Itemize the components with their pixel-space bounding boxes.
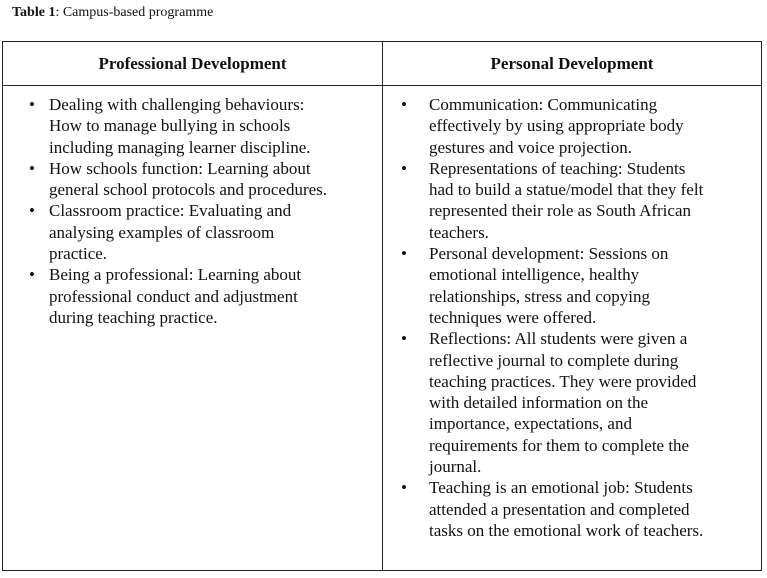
- bullet-icon: •: [401, 158, 407, 178]
- list-item-line: attended a presentation and completed: [429, 499, 690, 519]
- list-item: [29, 264, 327, 328]
- list-item-line: gestures and voice projection.: [429, 137, 632, 157]
- bullet-icon: •: [29, 95, 35, 114]
- list-item-line: tasks on the emotional work of teachers.: [429, 520, 704, 540]
- list-item-line: had to build a statue/model that they felt: [429, 180, 704, 200]
- list-item-line: techniques were offered.: [429, 307, 597, 327]
- bullet-icon: •: [401, 95, 407, 114]
- header-professional-development: Professional Development: [98, 54, 287, 73]
- bullet-icon: •: [401, 478, 407, 498]
- list-item-line: with detailed information on the: [429, 393, 649, 413]
- list-item: [401, 158, 704, 243]
- list-item: [29, 200, 327, 264]
- list-item-line: teaching practices. They were provided: [429, 371, 697, 391]
- list-item: [401, 328, 703, 477]
- header-divider: [3, 85, 761, 86]
- list-item-line: Representations of teaching: Students: [429, 158, 686, 178]
- caption-label: Table 1: [12, 5, 56, 20]
- list-item-line: professional conduct and adjustment: [49, 286, 298, 306]
- bullet-icon: •: [29, 201, 35, 221]
- list-item-line: Teaching is an emotional job: Students: [429, 478, 693, 498]
- campus-programme-table: [2, 41, 762, 571]
- list-item-line: How schools function: Learning about: [49, 158, 311, 178]
- list-item-line: Classroom practice: Evaluating and: [49, 201, 292, 221]
- list-item-line: relationships, stress and copying: [429, 286, 650, 306]
- list-item: [29, 94, 327, 158]
- list-item-line: requirements for them to complete the: [429, 435, 690, 455]
- list-item-line: reflective journal to complete during: [429, 350, 679, 370]
- column-divider: [382, 42, 383, 570]
- list-item-line: Dealing with challenging behaviours:: [49, 95, 305, 114]
- table-caption: [12, 5, 213, 21]
- header-personal-development: Personal Development: [490, 54, 654, 73]
- list-item-line: importance, expectations, and: [429, 414, 632, 434]
- personal-development-list: [401, 94, 704, 541]
- bullet-icon: •: [401, 329, 407, 349]
- caption-text: : Campus-based programme: [55, 5, 214, 20]
- list-item-line: Personal development: Sessions on: [429, 244, 669, 264]
- bullet-icon: •: [29, 158, 35, 178]
- list-item-line: journal.: [429, 457, 482, 477]
- list-item: [401, 94, 703, 158]
- list-item: [29, 158, 328, 201]
- professional-development-list: [29, 94, 328, 328]
- list-item-line: teachers.: [429, 222, 489, 242]
- list-item-line: effectively by using appropriate body: [429, 116, 684, 136]
- list-item-line: emotional intelligence, healthy: [429, 265, 640, 285]
- list-item: [401, 477, 704, 541]
- list-item-line: represented their role as South African: [429, 201, 691, 221]
- list-item-line: general school protocols and procedures.: [49, 180, 328, 200]
- bullet-icon: •: [29, 265, 35, 285]
- list-item-line: during teaching practice.: [49, 307, 218, 327]
- list-item-line: practice.: [49, 244, 108, 264]
- list-item: [401, 243, 703, 328]
- bullet-icon: •: [401, 244, 407, 264]
- list-item-line: Being a professional: Learning about: [49, 265, 302, 285]
- list-item-line: Reflections: All students were given a: [429, 329, 688, 349]
- list-item-line: analysing examples of classroom: [49, 222, 275, 242]
- list-item-line: How to manage bullying in schools: [49, 116, 291, 136]
- list-item-line: Communication: Communicating: [429, 95, 658, 114]
- list-item-line: including managing learner discipline.: [49, 137, 311, 157]
